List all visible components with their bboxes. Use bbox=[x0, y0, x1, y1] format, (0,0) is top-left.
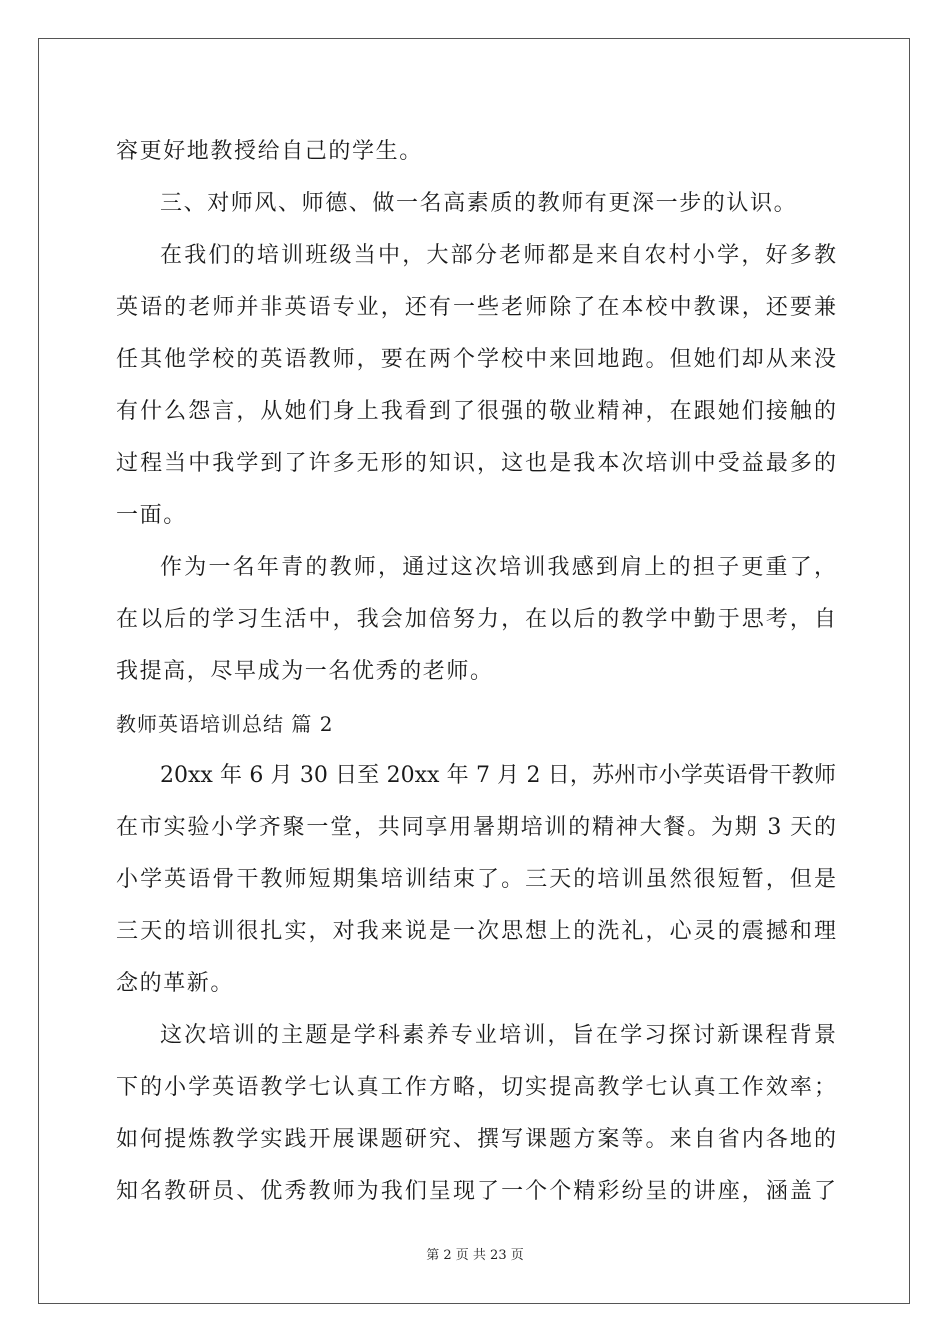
paragraph-line: 知名教研员、优秀教师为我们呈现了一个个精彩纷呈的讲座，涵盖了 bbox=[116, 1179, 836, 1204]
paragraph-line: 下的小学英语教学七认真工作方略，切实提高教学七认真工作效率； bbox=[116, 1075, 836, 1100]
paragraph-line: 在市实验小学齐聚一堂，共同享用暑期培训的精神大餐。为期 3 天的 bbox=[116, 815, 836, 840]
paragraph-line: 容更好地教授给自己的学生。 bbox=[116, 139, 423, 164]
paragraph-line: 有什么怨言，从她们身上我看到了很强的敬业精神，在跟她们接触的 bbox=[116, 399, 836, 424]
paragraph-line: 英语的老师并非英语专业，还有一些老师除了在本校中教课，还要兼 bbox=[116, 295, 836, 320]
article-heading: 教师英语培训总结 篇 2 bbox=[116, 712, 334, 736]
paragraph-line: 这次培训的主题是学科素养专业培训，旨在学习探讨新课程背景 bbox=[160, 1023, 836, 1048]
document-body bbox=[116, 126, 836, 1218]
paragraph-line: 20xx 年 6 月 30 日至 20xx 年 7 月 2 日，苏州市小学英语骨干教师 bbox=[160, 763, 836, 788]
paragraph-line: 过程当中我学到了许多无形的知识，这也是我本次培训中受益最多的 bbox=[116, 451, 836, 476]
paragraph-line: 作为一名年青的教师，通过这次培训我感到肩上的担子更重了， bbox=[160, 555, 836, 580]
paragraph-line: 在我们的培训班级当中，大部分老师都是来自农村小学，好多教 bbox=[160, 243, 836, 268]
paragraph-line: 小学英语骨干教师短期集培训结束了。三天的培训虽然很短暂，但是 bbox=[116, 867, 836, 892]
section-heading-line: 三、对师风、师德、做一名高素质的教师有更深一步的认识。 bbox=[160, 191, 798, 216]
paragraph-line: 如何提炼教学实践开展课题研究、撰写课题方案等。来自省内各地的 bbox=[116, 1127, 836, 1152]
page-number-footer: 第 2 页 共 23 页 bbox=[426, 1248, 524, 1263]
paragraph-line: 我提高，尽早成为一名优秀的老师。 bbox=[116, 659, 494, 684]
paragraph-line: 在以后的学习生活中，我会加倍努力，在以后的教学中勤于思考，自 bbox=[116, 607, 836, 632]
paragraph-line: 任其他学校的英语教师，要在两个学校中来回地跑。但她们却从来没 bbox=[116, 347, 836, 372]
paragraph-line: 三天的培训很扎实，对我来说是一次思想上的洗礼，心灵的震撼和理 bbox=[116, 919, 836, 944]
paragraph-line: 一面。 bbox=[116, 503, 187, 528]
paragraph-line: 念的革新。 bbox=[116, 971, 235, 996]
